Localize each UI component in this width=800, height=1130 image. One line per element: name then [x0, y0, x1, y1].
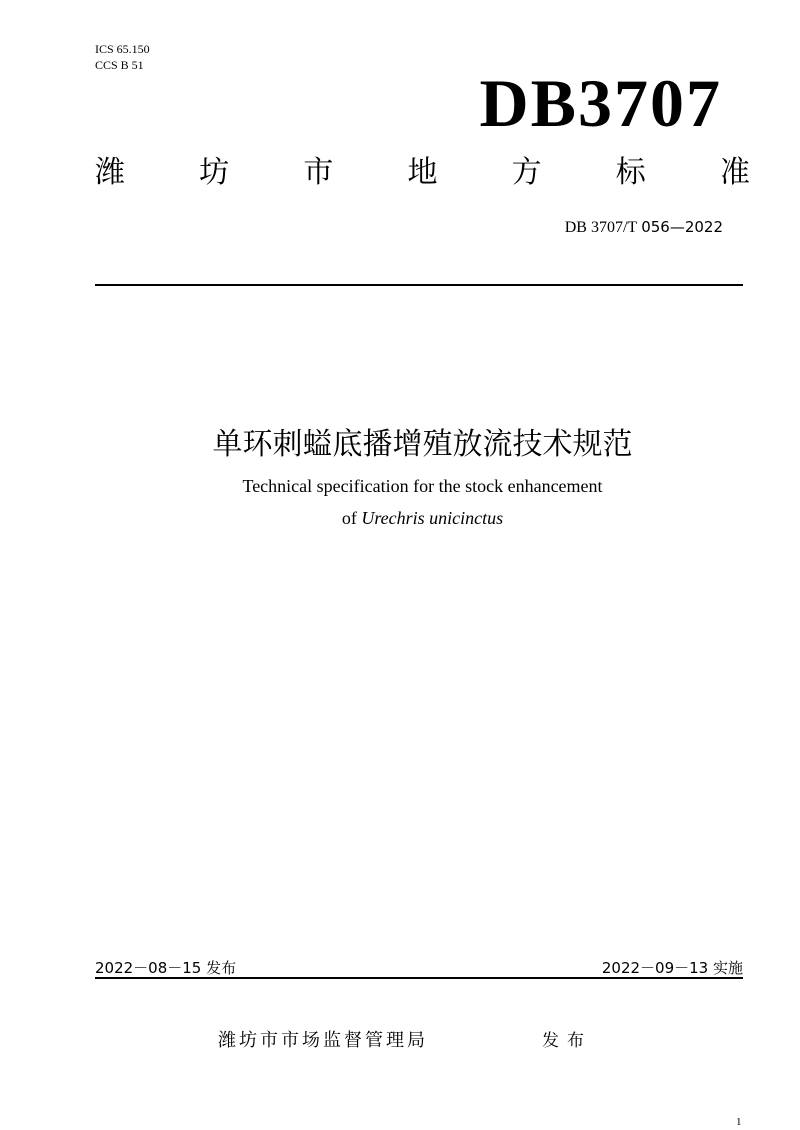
standard-category	[95, 153, 750, 193]
standard-number-prefix: DB 3707/T	[564, 219, 638, 236]
title-en-prefix: of	[341, 508, 357, 528]
document-title-en-line1: Technical specification for the stock enhancement	[242, 476, 603, 496]
ccs-code: CCS B 51	[95, 58, 144, 72]
document-title-zh: 单环刺螠底播增殖放流技术规范	[212, 427, 633, 462]
classification-codes	[95, 41, 150, 73]
header-divider	[95, 284, 743, 286]
standard-number-suffix: 056—2022	[641, 218, 723, 236]
standard-code: DB3707	[479, 65, 722, 141]
category-char: 标	[615, 155, 646, 190]
footer-divider	[95, 977, 743, 979]
ics-code: ICS 65.150	[95, 42, 150, 56]
issuing-authority: 潍坊市市场监督管理局	[218, 1030, 428, 1051]
issue-date: 2022－08－15 发布	[95, 959, 237, 977]
category-char: 地	[407, 155, 438, 190]
standard-number	[565, 217, 723, 238]
issue-action: 发布	[542, 1031, 592, 1051]
category-char: 方	[511, 155, 542, 190]
implementation-date: 2022－09－13 实施	[601, 959, 743, 977]
category-char: 坊	[199, 155, 230, 190]
category-char: 市	[303, 155, 334, 190]
category-char: 准	[719, 155, 750, 190]
category-char: 潍	[95, 155, 125, 190]
species-name: Urechris unicinctus	[361, 508, 504, 528]
document-title-en-line2	[0, 506, 800, 530]
page-number: 1	[736, 1116, 742, 1128]
